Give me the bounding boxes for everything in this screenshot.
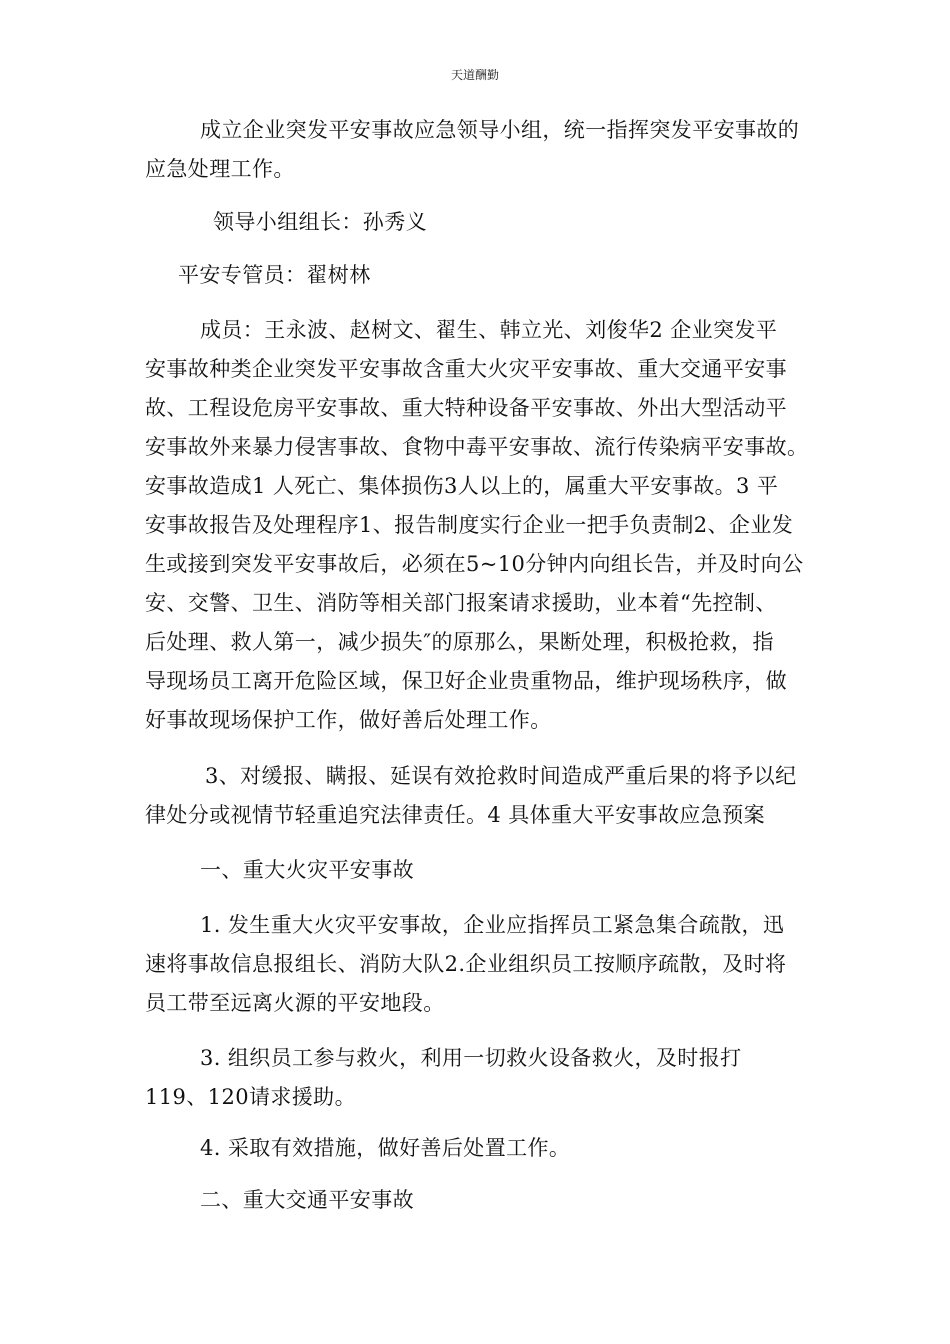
text-line: 3. 组织员工参与救火，利用一切救火设备救火，及时报打 <box>200 1046 742 1070</box>
text-line: 安事故造成1 人死亡、集体损伤3人以上的，属重大平安事故。3 平 <box>145 474 779 498</box>
text-line: 安、交警、卫生、消防等相关部门报案请求援助，业本着“先控制、 <box>145 591 777 615</box>
text-line: 领导小组组长：孙秀义 <box>213 210 427 234</box>
text-line: 安事故报告及处理程序1、报告制度实行企业一把手负责制2、企业发 <box>145 513 794 537</box>
text-line: 成员：王永波、赵树文、翟生、韩立光、刘俊华2 企业突发平 <box>200 318 778 342</box>
text-line: 4. 采取有效措施，做好善后处置工作。 <box>200 1136 571 1160</box>
text-line: 119、120请求援助。 <box>145 1085 356 1109</box>
text-line: 故、工程设危房平安事故、重大特种设备平安事故、外出大型活动平 <box>145 396 787 420</box>
text-line: 生或接到突发平安事故后，必须在5~10分钟内向组长告，并及时向公 <box>145 552 804 576</box>
text-line: 应急处理工作。 <box>145 157 295 181</box>
text-line: 1. 发生重大火灾平安事故，企业应指挥员工紧急集合疏散，迅 <box>200 913 785 937</box>
section-heading: 二、重大交通平安事故 <box>200 1188 414 1212</box>
text-line: 平安专管员：翟树林 <box>178 263 371 287</box>
text-line: 后处理、救人第一，减少损失″的原那么，果断处理，积极抢救，指 <box>145 630 774 654</box>
text-line: 律处分或视情节轻重追究法律责任。4 具体重大平安事故应急预案 <box>145 803 766 827</box>
text-line: 安事故外来暴力侵害事故、食物中毒平安事故、流行传染病平安事故。 <box>145 435 809 459</box>
text-line: 导现场员工离开危险区域，保卫好企业贵重物品，维护现场秩序，做 <box>145 669 787 693</box>
text-line: 3、对缓报、瞒报、延误有效抢救时间造成严重后果的将予以纪 <box>205 764 797 788</box>
section-heading: 一、重大火灾平安事故 <box>200 858 414 882</box>
page-header: 天道酬勤 <box>450 68 499 82</box>
text-line: 成立企业突发平安事故应急领导小组，统一指挥突发平安事故的 <box>200 118 800 142</box>
text-line: 安事故种类企业突发平安事故含重大火灾平安事故、重大交通平安事 <box>145 357 787 381</box>
text-line: 员工带至远离火源的平安地段。 <box>145 991 445 1015</box>
text-line: 速将事故信息报组长、消防大队2.企业组织员工按顺序疏散，及时将 <box>145 952 787 976</box>
text-line: 好事故现场保护工作，做好善后处理工作。 <box>145 708 552 732</box>
